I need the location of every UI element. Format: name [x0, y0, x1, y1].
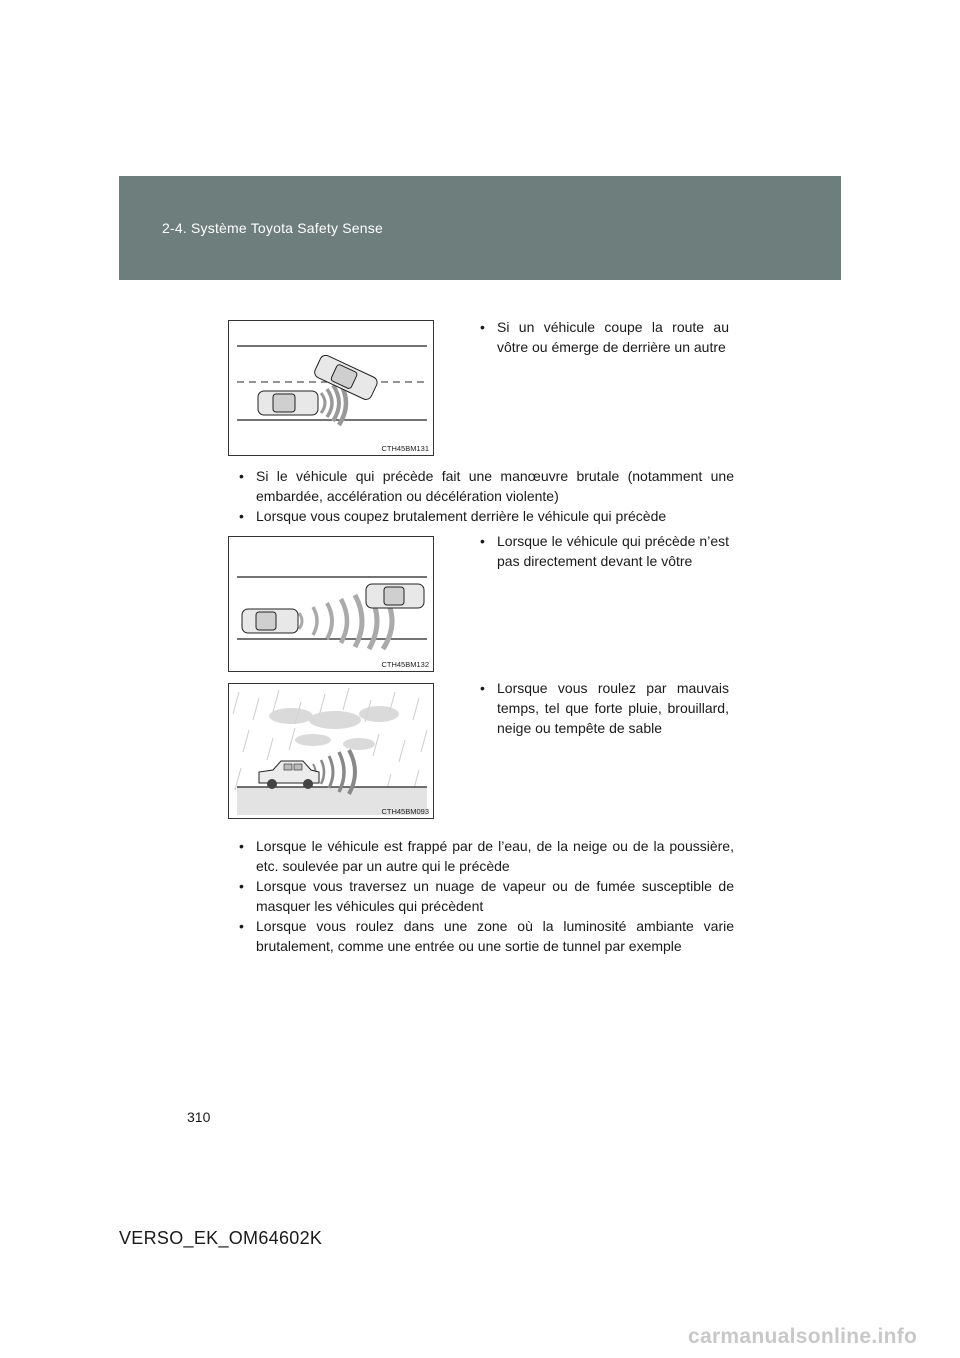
bullet-item	[239, 836, 734, 876]
bullet-glyph: •	[480, 319, 485, 335]
bullet-text: Lorsque vous traversez un nuage de vapeur ou de fumée susceptible de masquer les véhicules qui précèdent	[256, 878, 734, 914]
illustration-cut-in	[229, 321, 435, 457]
preceding-car-icon	[366, 584, 424, 608]
own-car-icon	[242, 609, 298, 633]
bullet-item	[480, 317, 729, 357]
bullet-text: Lorsque le véhicule est frappé par de l’eau, de la neige ou de la poussière, etc. soulevée par un autre qui le précède	[256, 838, 734, 874]
bullet-text: Lorsque le véhicule qui précède n’est pas directement devant le vôtre	[497, 533, 729, 569]
bullet-glyph: •	[239, 918, 244, 934]
bullet-glyph: •	[239, 878, 244, 894]
figure-vehicle-offset	[228, 536, 434, 672]
page-number: 310	[187, 1109, 211, 1125]
figure-vehicle-cutting-in	[228, 320, 434, 456]
watermark-text: carmanualsonline.info	[688, 1325, 918, 1348]
illustration-bad-weather	[229, 684, 435, 820]
figure-bad-weather	[228, 683, 434, 819]
bullet-item	[239, 876, 734, 916]
figure-code: CTH45BM131	[381, 444, 429, 453]
illustration-offset	[229, 537, 435, 673]
section-title: 2-4. Système Toyota Safety Sense	[162, 220, 383, 236]
bullet-item	[239, 916, 734, 956]
bullet-glyph: •	[239, 838, 244, 854]
bullet-text: Si le véhicule qui précède fait une manœuvre brutale (notamment une embardée, accélération ou décélération violente)	[256, 468, 734, 504]
bullet-text: Lorsque vous coupez brutalement derrière le véhicule qui précède	[256, 508, 667, 524]
bullet-item	[239, 466, 734, 506]
bullet-item	[480, 678, 729, 738]
bullet-glyph: •	[480, 680, 485, 696]
figure-code: CTH45BM093	[381, 807, 429, 816]
document-code: VERSO_EK_OM64602K	[119, 1228, 323, 1248]
bullet-item	[480, 531, 729, 571]
watermark-logo	[688, 1322, 948, 1350]
own-car-icon	[258, 391, 318, 415]
bullet-text: Lorsque vous roulez par mauvais temps, tel que forte pluie, brouillard, neige ou tempête de sable	[497, 680, 729, 736]
bullet-item	[239, 506, 734, 526]
bullet-glyph: •	[480, 533, 485, 549]
bullet-text: Lorsque vous roulez dans une zone où la luminosité ambiante varie brutalement, comme une entrée ou une sortie de tunnel par exemple	[256, 918, 734, 954]
car-side-icon	[259, 761, 319, 789]
bullet-glyph: •	[239, 468, 244, 484]
bullet-glyph: •	[239, 508, 244, 524]
figure-code: CTH45BM132	[381, 660, 429, 669]
header-band	[119, 176, 841, 280]
bullet-text: Si un véhicule coupe la route au vôtre ou émerge de derrière un autre	[497, 319, 729, 355]
